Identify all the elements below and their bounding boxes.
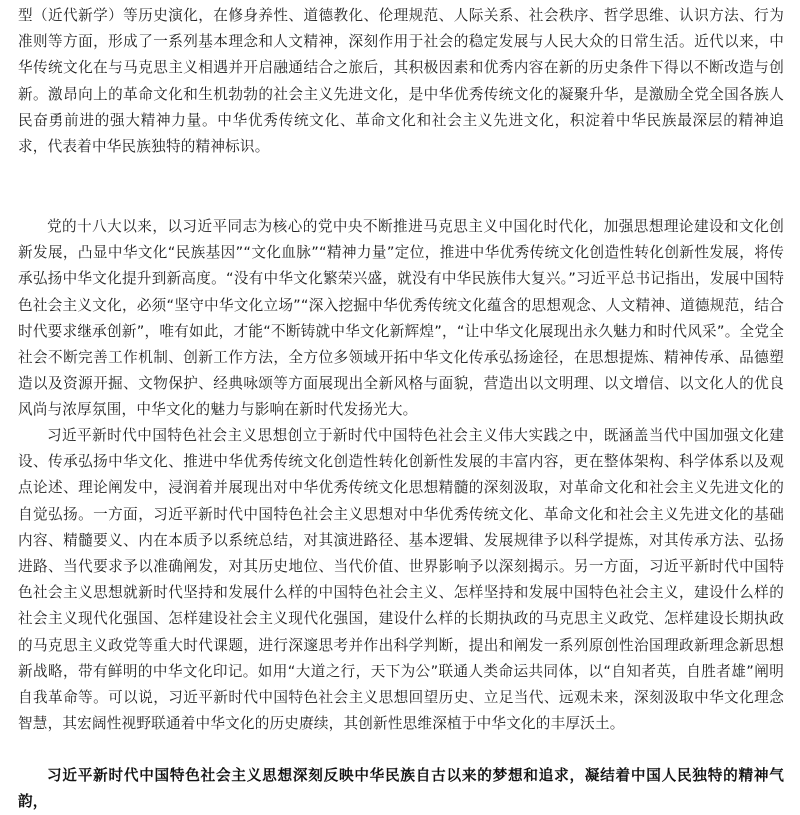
body-paragraph-2: 党的十八大以来，以习近平同志为核心的党中央不断推进马克思主义中国化时代化，加强思想理论建设和文化创新发展，凸显中华文化“民族基因”“文化血脉”“精神力量”定位，推进中华优秀传统文化创造性转化创新性发展，将传承弘扬中华文化提升到新高度。“没有中华文化繁荣兴盛，就没有中华民族伟大复兴。”习近平总书记指出，发展中国特色社会主义文化，必须“坚守中华文化立场”“深入挖掘中华优秀传统文化蕴含的思想观念、人文精神、道德规范，结合时代要求继承创新”，唯有如此，才能“不断铸就中华文化新辉煌”，“让中华文化展现出永久魅力和时代风采”。全党全社会不断完善工作机制、创新工作方法，全方位多领域开拓中华文化传承弘扬途径，在思想提炼、精神传承、品德塑造以及资源开掘、文物保护、经典咏颂等方面展现出全新风格与面貌，营造出以文明理、以文增信、以文化人的优良风尚与浓厚氛围，中华文化的魅力与影响在新时代发扬光大。	[18, 218, 784, 419]
body-paragraph-4-bold: 习近平新时代中国特色社会主义思想深刻反映中华民族自古以来的梦想和追求，凝结着中国人民独特的精神气韵，	[18, 767, 784, 811]
body-paragraph-1: 型（近代新学）等历史演化，在修身养性、道德教化、伦理规范、人际关系、社会秩序、哲学思维、认识方法、行为准则等方面，形成了一系列基本理念和人文精神，深刻作用于社会的稳定发展与人民大众的日常生活。近代以来，中华传统文化在与马克思主义相遇并开启融通结合之旅后，其积极因素和优秀内容在新的历史条件下得以不断改造与创新。激昂向上的革命文化和生机勃勃的社会主义先进文化，是中华优秀传统文化的凝聚升华，是激励全党全国各族人民奋勇前进的强大精神力量。中华优秀传统文化、革命文化和社会主义先进文化，积淀着中华民族最深层的精神追求，代表着中华民族独特的精神标识。	[18, 7, 784, 156]
body-paragraph-3: 习近平新时代中国特色社会主义思想创立于新时代中国特色社会主义伟大实践之中，既涵盖当代中国加强文化建设、传承弘扬中华文化、推进中华优秀传统文化创造性转化创新性发展的丰富内容，更在整体架构、科学体系以及观点论述、理论阐发中，浸润着并展现出对中华优秀传统文化思想精髓的深刻汲取，对革命文化和社会主义先进文化的自觉弘扬。一方面，习近平新时代中国特色社会主义思想对中华优秀传统文化、革命文化和社会主义先进文化的基础内容、精髓要义、内在本质予以系统总结，对其演进路径、基本逻辑、发展规律予以科学提炼，对其传承方法、弘扬进路、当代要求予以准确阐发，对其历史地位、当代价值、世界影响予以深刻揭示。另一方面，习近平新时代中国特色社会主义思想就新时代坚持和发展什么样的中国特色社会主义、怎样坚持和发展中国特色社会主义，建设什么样的社会主义现代化强国、怎样建设社会主义现代化强国，建设什么样的长期执政的马克思主义政党、怎样建设长期执政的马克思主义政党等重大时代课题，进行深邃思考并作出科学判断，提出和阐发一系列原创性治国理政新理念新思想新战略，带有鲜明的中华文化印记。如用“大道之行，天下为公”联通人类命运共同体，以“自知者英，自胜者雄”阐明自我革命等。可以说，习近平新时代中国特色社会主义思想回望历史、立足当代、远观未来，深刻汲取中华文化理念智慧，其宏阔性视野联通着中华文化的历史赓续，其创新性思维深植于中华文化的丰厚沃土。	[18, 427, 784, 733]
